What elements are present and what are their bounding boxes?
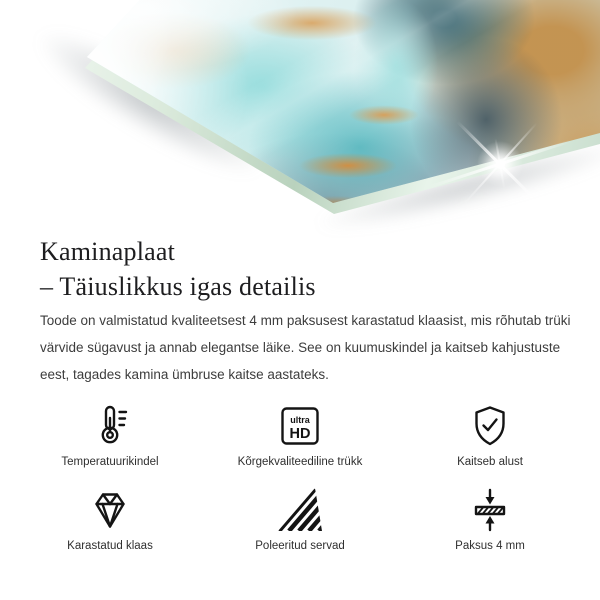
thickness-icon <box>466 486 514 534</box>
diamond-icon <box>86 486 134 534</box>
thermometer-icon <box>86 402 134 450</box>
feature-temperature <box>25 402 195 468</box>
feature-label: Kõrgekvaliteediline trükk <box>237 456 363 468</box>
page-title <box>40 234 316 304</box>
feature-label: Kaitseb alust <box>457 456 523 468</box>
feature-protects-base <box>405 402 575 468</box>
feature-thickness <box>405 486 575 552</box>
feature-grid <box>25 402 575 552</box>
feature-print-quality <box>215 402 385 468</box>
shield-check-icon <box>466 402 514 450</box>
feature-row <box>25 402 575 468</box>
page-title-line1: Kaminaplaat <box>40 237 176 266</box>
feature-tempered-glass <box>25 486 195 552</box>
hero-image <box>0 0 600 230</box>
description-text: Toode on valmistatud kvaliteetsest 4 mm paksusest karastatud klaasist, mis rõhutab trüki värvide sügavust ja annab elegantse läike. See on kuumuskindel ja kaitseb kahjustuste eest, tagades kamina ümbruse kaitse aastateks. <box>40 313 571 382</box>
feature-label: Paksus 4 mm <box>455 540 525 552</box>
ultra-hd-icon <box>276 402 324 450</box>
svg-text:ultra: ultra <box>290 415 310 425</box>
feature-polished-edges <box>215 486 385 552</box>
feature-label: Poleeritud servad <box>255 540 345 552</box>
feature-row <box>25 486 575 552</box>
polished-edges-icon <box>276 486 324 534</box>
svg-text:HD: HD <box>289 426 311 442</box>
feature-label: Temperatuurikindel <box>61 456 159 468</box>
feature-label: Karastatud klaas <box>67 540 153 552</box>
page-title-line2: – Täiuslikkus igas detailis <box>40 272 316 301</box>
